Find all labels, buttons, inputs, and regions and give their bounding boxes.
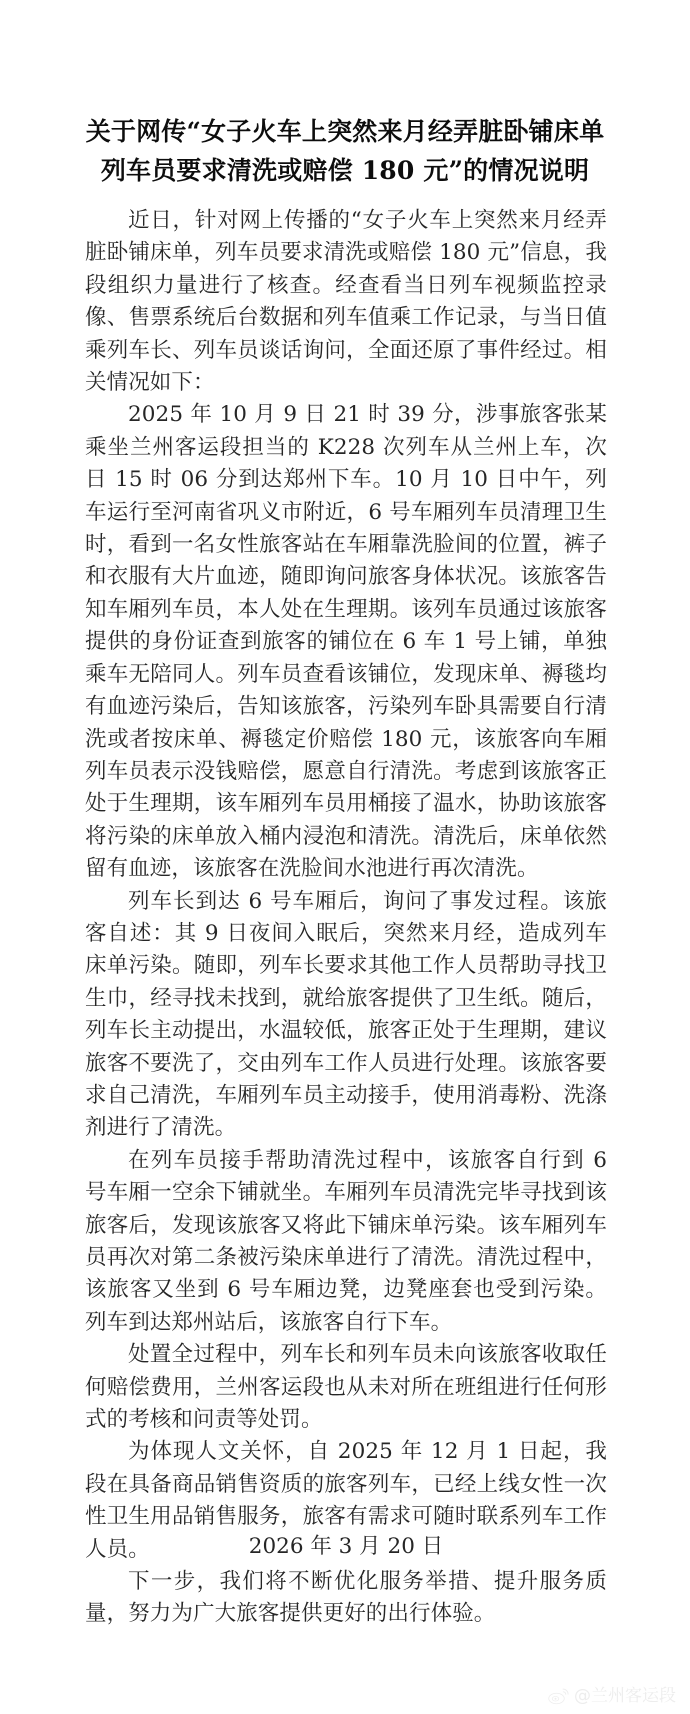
body-paragraph: 近日，针对网上传播的“女子火车上突然来月经弄脏卧铺床单，列车员要求清洗或赔偿 180 元”信息，我段组织力量进行了核查。经查看当日列车视频监控录像、售票系统后台数据和列车值乘工作记录，与当日值乘列车长、列车员谈话询问，全面还原了事件经过。相关情况如下： xyxy=(85,208,607,396)
page-title xyxy=(85,112,605,190)
body-paragraph: 列车长到达 6 号车厢后，询问了事发过程。该旅客自述：其 9 日夜间入眠后，突然来月经，造成列车床单污染。随即，列车长要求其他工作人员帮助寻找卫生巾，经寻找未找到，就给旅客提供了卫生纸。随后，列车长主动提出，水温较低，旅客正处于生理期，建议旅客不要洗了，交由列车工作人员进行处理。该旅客要求自己清洗，车厢列车员主动接手，使用消毒粉、洗涤剂进行了清洗。 xyxy=(85,888,607,1141)
page-title-line-2: 列车员要求清洗或赔偿 180 元”的情况说明 xyxy=(100,156,590,185)
body-paragraph: 为体现人文关怀，自 2025 年 12 月 1 日起，我段在具备商品销售资质的旅客列车，已经上线女性一次性卫生用品销售服务，旅客有需求可随时联系列车工作人员。 xyxy=(85,1439,607,1562)
body-paragraph: 在列车员接手帮助清洗过程中，该旅客自行到 6 号车厢一空余下铺就坐。车厢列车员清洗完毕寻找到该旅客后，发现该旅客又将此下铺床单污染。该车厢列车员再次对第二条被污染床单进行了清洗。清洗过程中，该旅客又坐到 6 号车厢边凳，边凳座套也受到污染。列车到达郑州站后，该旅客自行下车。 xyxy=(85,1147,607,1335)
body-paragraph: 2025 年 10 月 9 日 21 时 39 分，涉事旅客张某乘坐兰州客运段担当的 K228 次列车从兰州上车，次日 15 时 06 分到达郑州下车。10 月 10 日中午，列车运行至河南省巩义市附近，6 号车厢列车员清理卫生时，看到一名女性旅客站在车厢靠洗脸间的位置，裤子和衣服有大片血迹，随即询问旅客身体状况。该旅客告知车厢列车员，本人处在生理期。该列车员通过该旅客提供的身份证查到旅客的铺位在 6 车 1 号上铺，单独乘车无陪同人。列车员查看该铺位，发现床单、褥毯均有血迹污染后，告知该旅客，污染列车卧具需要自行清洗或者按床单、褥毯定价赔偿 180 元，该旅客向车厢列车员表示没钱赔偿，愿意自行清洗。考虑到该旅客正处于生理期，该车厢列车员用桶接了温水，协助该旅客将污染的床单放入桶内浸泡和清洗。清洗后，床单依然留有血迹，该旅客在洗脸间水池进行再次清洗。 xyxy=(85,402,607,882)
watermark-handle: @兰州客运段 xyxy=(574,1686,676,1706)
watermark xyxy=(548,1686,676,1706)
page-title-line-1: 关于网传“女子火车上突然来月经弄脏卧铺床单 xyxy=(85,117,605,146)
body-paragraph: 处置全过程中，列车长和列车员未向该旅客收取任何赔偿费用，兰州客运段也从未对所在班组进行任何形式的考核和问责等处罚。 xyxy=(85,1342,607,1433)
weibo-icon xyxy=(548,1687,570,1705)
document-date: 2026 年 3 月 20 日 xyxy=(248,1534,444,1559)
body-paragraph: 下一步，我们将不断优化服务举措、提升服务质量，努力为广大旅客提供更好的出行体验。 xyxy=(85,1569,607,1627)
document-body xyxy=(85,205,607,1631)
